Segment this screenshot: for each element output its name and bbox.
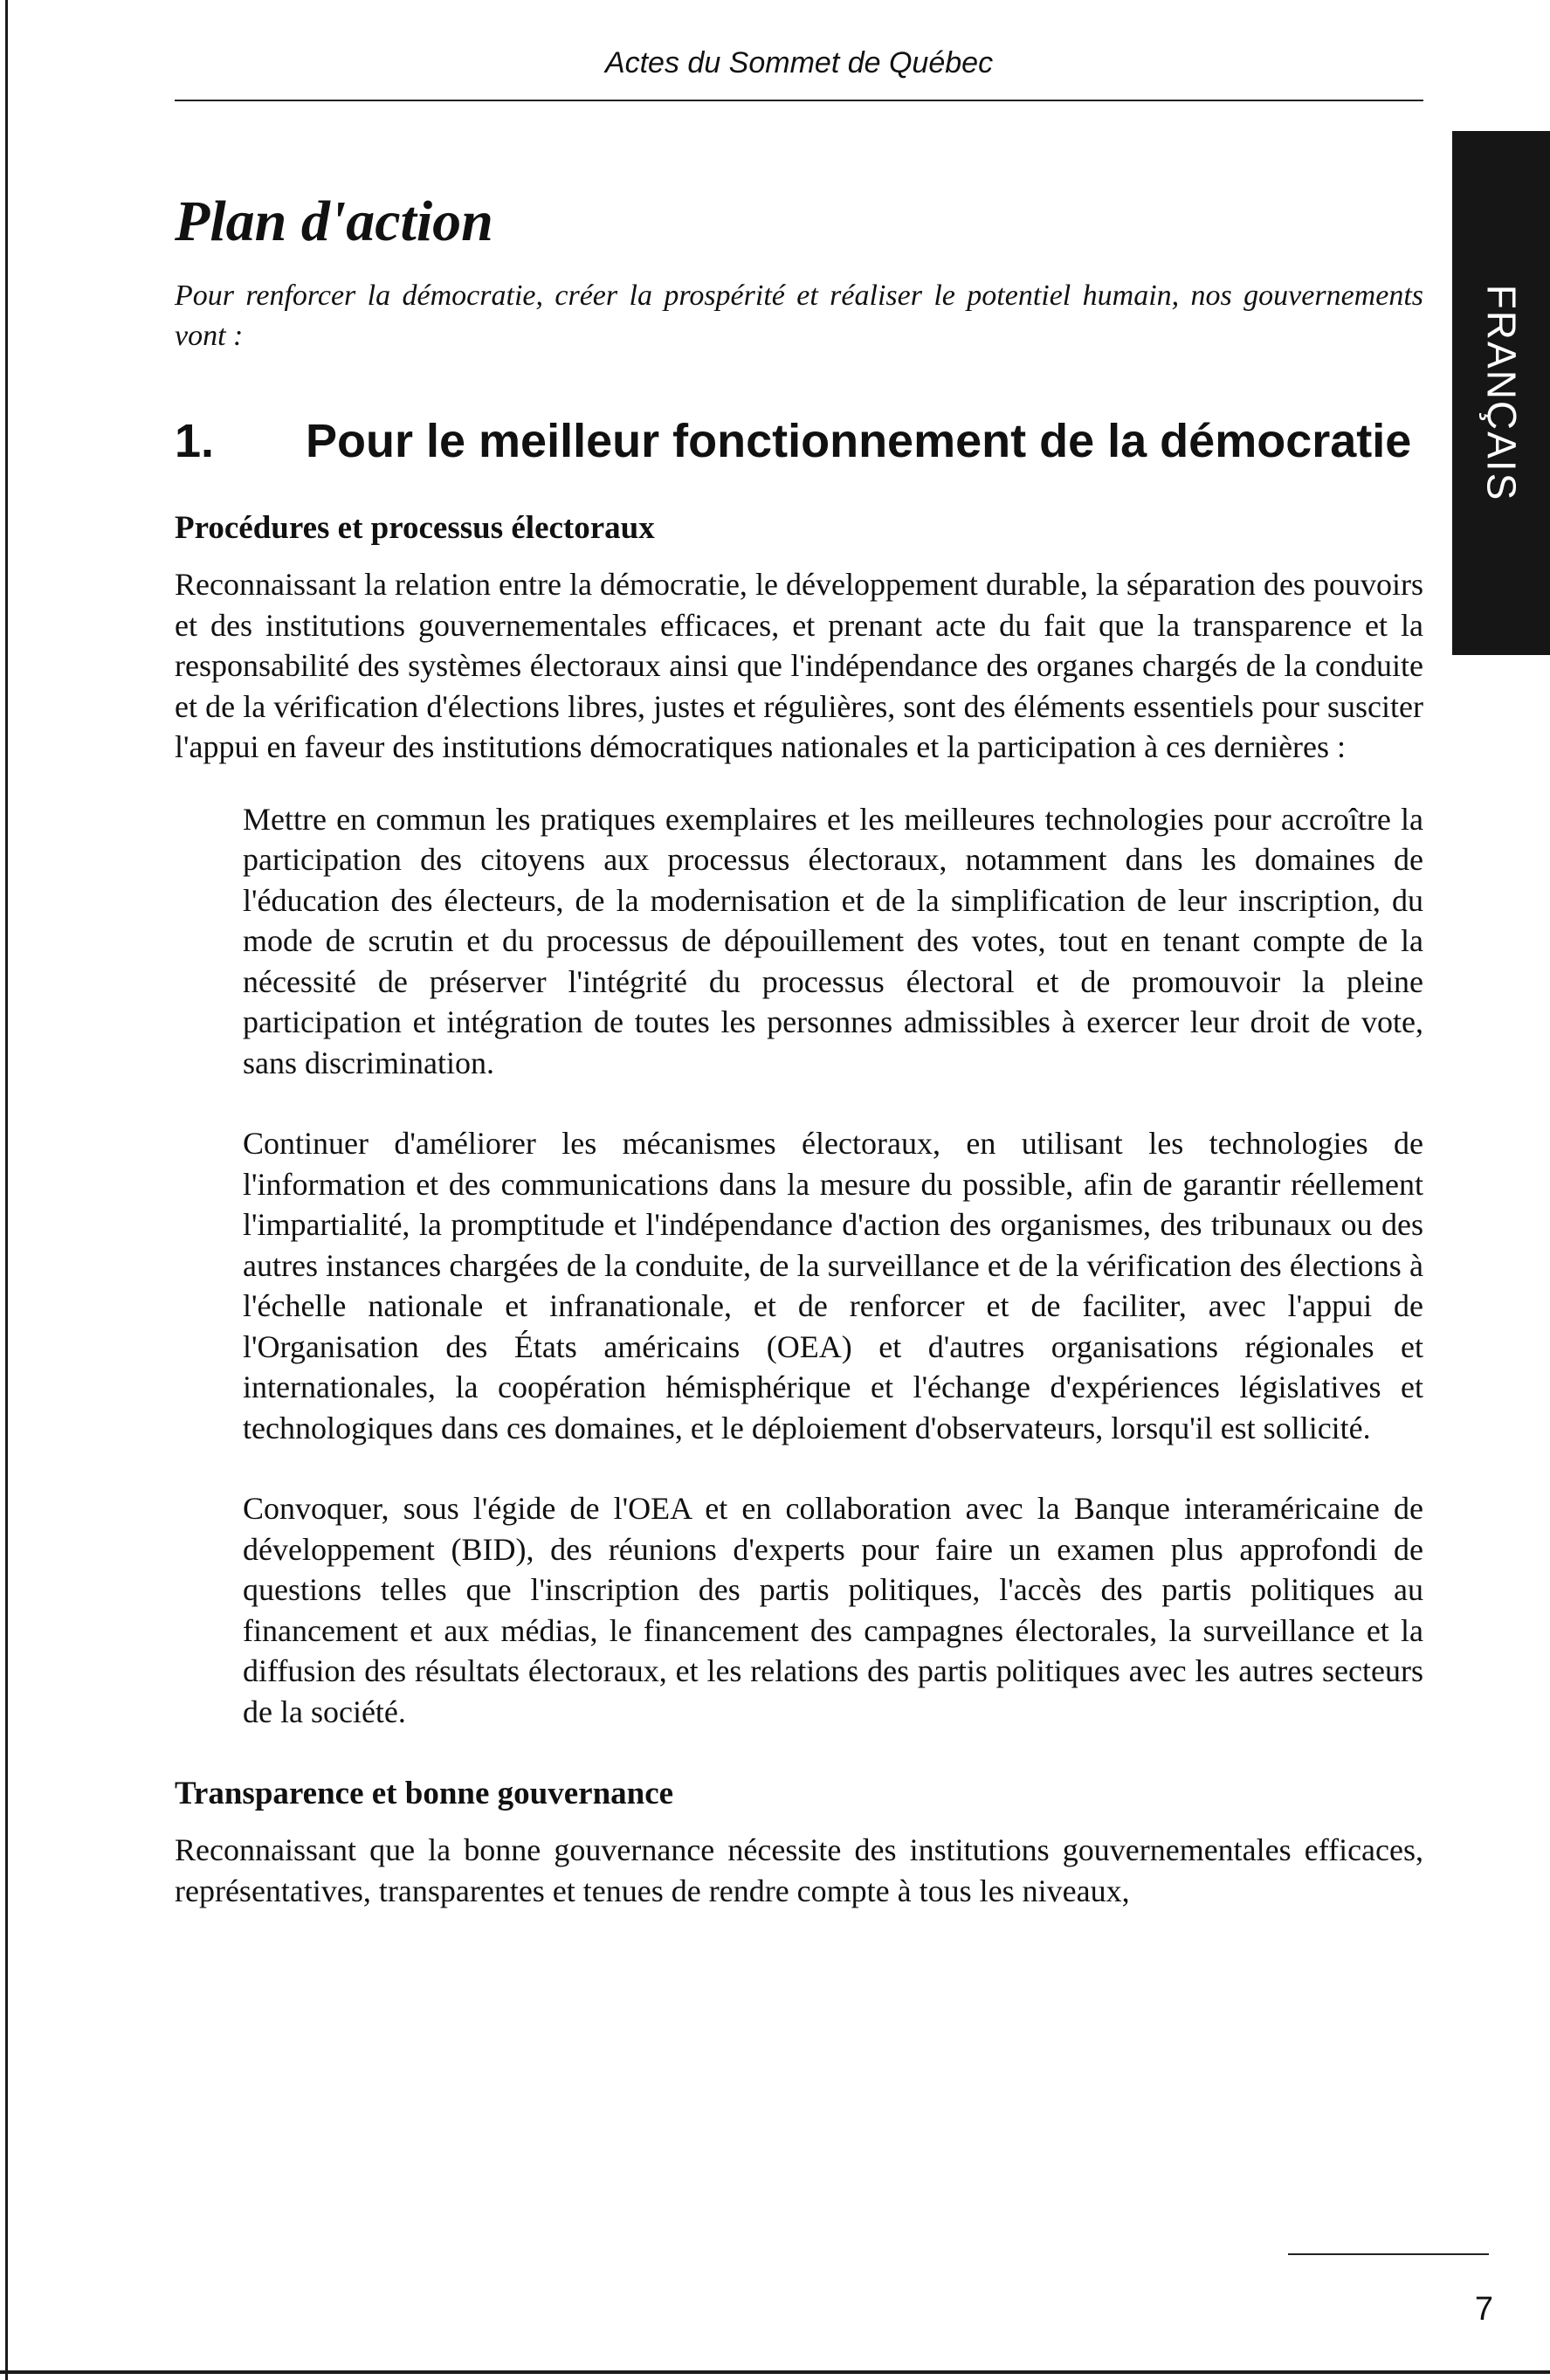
intro-text: Pour renforcer la démocratie, créer la prospérité et réaliser le potentiel humain, nos gouvernements vont :	[175, 279, 1423, 352]
language-tab-label: FRANÇAIS	[1478, 284, 1524, 502]
section-number: 1.	[175, 415, 215, 467]
bottom-edge-rule	[0, 2370, 1550, 2374]
footer-divider	[1288, 2253, 1489, 2255]
action-item-paragraph: Mettre en commun les pratiques exemplaires et les meilleures technologies pour accroître la participation des citoyens aux processus électoraux, notamment dans les domaines de l'éducation des électeurs, de la modernisation et de la simplification de leur inscription, du mode de scrutin et du processus de dépouillement des votes, tout en tenant compte de la nécessité de préserver l'intégrité du processus électoral et de promouvoir la pleine participation et intégration de toutes les personnes admissibles à exercer leur droit de vote, sans discrimination.	[243, 801, 1423, 1080]
subsection-heading-governance: Transparence et bonne gouvernance	[175, 1776, 674, 1811]
subsection-lead-paragraph: Reconnaissant la relation entre la démocratie, le développement durable, la séparation des pouvoirs et des institutions gouvernementales efficaces, et prenant acte du fait que la transparence et la responsabilité des systèmes électoraux ainsi que l'indépendance des organes chargés de la conduite et de la vérification d'élections libres, justes et régulières, sont des éléments essentiels pour susciter l'appui en faveur des institutions démocratiques nationales et la participation à ces dernières :	[175, 567, 1423, 764]
subsection-heading-electoral: Procédures et processus électoraux	[175, 510, 655, 546]
running-head: Actes du Sommet de Québec	[604, 46, 994, 79]
left-margin-rule	[5, 0, 8, 2380]
header-divider	[175, 100, 1423, 101]
section-heading	[175, 410, 1432, 472]
language-tab	[1452, 131, 1550, 655]
body-text	[175, 507, 1423, 1911]
subsection-lead-paragraph: Reconnaissant que la bonne gouvernance nécessite des institutions gouvernementales efficaces, représentatives, transparentes et tenues de rendre compte à tous les niveaux,	[175, 1832, 1423, 1908]
section-title: Pour le meilleur fonctionnement de la démocratie	[306, 415, 1412, 467]
page-number: 7	[1474, 2291, 1493, 2328]
page-title: Plan d'action	[175, 190, 493, 253]
action-item-paragraph: Convoquer, sous l'égide de l'OEA et en collaboration avec la Banque interaméricaine de développement (BID), des réunions d'experts pour faire un examen plus approfondi de questions telles que l'inscription des partis politiques, l'accès des partis politiques au financement et aux médias, le financement des campagnes électorales, la surveillance et la diffusion des résultats électoraux, et les relations des partis politiques avec les autres secteurs de la société.	[243, 1491, 1423, 1729]
action-item-paragraph: Continuer d'améliorer les mécanismes électoraux, en utilisant les technologies de l'information et des communications dans la mesure du possible, afin de garantir réellement l'impartialité, la promptitude et l'indépendance d'action des organismes, des tribunaux ou des autres instances chargées de la conduite, de la surveillance et de la vérification des élections à l'échelle nationale et infranationale, et de renforcer et de faciliter, avec l'appui de l'Organisation des États américains (OEA) et d'autres organisations régionales et internationales, la coopération hémisphérique et l'échange d'expériences législatives et technologiques dans ces domaines, et le déploiement d'observateurs, lorsqu'il est sollicité.	[243, 1126, 1423, 1445]
